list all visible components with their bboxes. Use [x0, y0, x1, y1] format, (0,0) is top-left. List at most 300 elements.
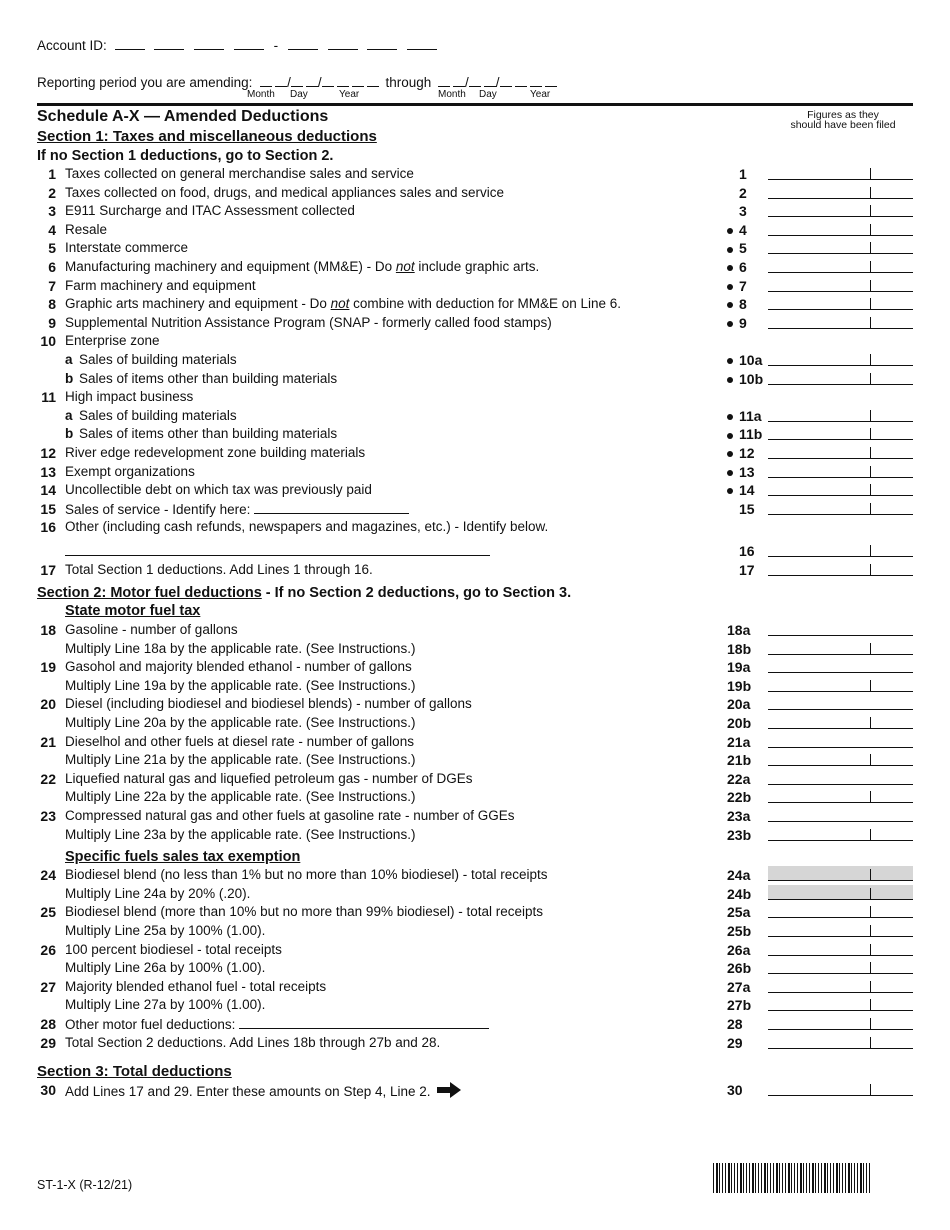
- line-row: [37, 371, 917, 389]
- line-text: [65, 678, 415, 693]
- line-label: Biodiesel blend (more than 10% but no more than 99% biodiesel) - total receipts: [65, 904, 544, 920]
- line-number: 24: [40, 867, 56, 884]
- line-ref-label: 1: [739, 166, 747, 182]
- line-14-amount-field[interactable]: [768, 494, 913, 496]
- line-row: [37, 659, 917, 677]
- line-row: [37, 222, 917, 240]
- line-ref-label: 27a: [727, 978, 751, 995]
- month-caption-2: Month: [438, 89, 466, 100]
- line-20b-amount-field[interactable]: [768, 727, 913, 729]
- state-motor-fuel-tax-heading: State motor fuel tax: [65, 603, 201, 619]
- from-month-2[interactable]: [275, 74, 287, 87]
- line-sub-letter: a: [65, 407, 73, 423]
- line-number: 1: [48, 166, 56, 182]
- line-text: [65, 923, 265, 938]
- bullet-icon: [727, 414, 733, 420]
- line-number: 16: [40, 519, 56, 536]
- line-number: 5: [48, 240, 56, 257]
- line-label: Taxes collected on general merchandise sales and service: [65, 166, 414, 181]
- to-year-4[interactable]: [545, 74, 557, 87]
- line-text: Sales of building materials: [79, 407, 237, 423]
- line-label: Multiply Line 19a by the applicable rate. (See Instructions.): [65, 677, 416, 693]
- line-row: [37, 203, 917, 221]
- line-row: [37, 827, 917, 845]
- line-text: [65, 734, 414, 749]
- line-ref-label: 7: [739, 277, 747, 294]
- line-ref-label: 10b: [739, 370, 764, 387]
- line-row: [37, 445, 917, 463]
- line-text-emphasis: not: [395, 259, 415, 274]
- line-4-amount-field[interactable]: [768, 234, 913, 236]
- to-year-1[interactable]: [500, 74, 512, 87]
- line-number: 29: [40, 1034, 56, 1051]
- line-text-b: include graphic arts.: [414, 259, 540, 274]
- line-label: Gasohol and majority blended ethanol - number of gallons: [65, 659, 412, 675]
- line-text: [65, 752, 415, 767]
- to-day-1[interactable]: [469, 74, 481, 87]
- bullet-icon: [727, 488, 733, 494]
- line-number: 14: [40, 482, 56, 499]
- section-2-note: - If no Section 2 deductions, go to Section 3.: [261, 585, 572, 601]
- line-ref-label: 11b: [739, 426, 763, 443]
- line-text: [65, 185, 504, 200]
- line-text: [65, 827, 415, 842]
- line-row: [37, 240, 917, 258]
- line-number: 22: [40, 770, 56, 787]
- line-row: [37, 960, 917, 978]
- line-22a-amount-field[interactable]: [768, 783, 913, 785]
- line-20a-amount-field[interactable]: [768, 708, 913, 710]
- right-arrow-icon: [436, 1082, 462, 1098]
- line-label: Other motor fuel deductions:: [65, 1017, 236, 1032]
- line-number: 11: [41, 389, 56, 406]
- line-label: Multiply Line 18a by the applicable rate. (See Instructions.): [65, 640, 416, 656]
- line-26b-amount-field[interactable]: [768, 972, 913, 974]
- line-number: 21: [40, 733, 56, 750]
- line-text: [65, 501, 409, 517]
- through-label: through: [385, 75, 432, 90]
- line-ref: 30: [727, 1082, 743, 1098]
- line-ref-label: 10a: [739, 352, 763, 368]
- reporting-period-row: Reporting period you are amending: / / through / /: [37, 74, 557, 90]
- line-text: [65, 562, 373, 577]
- line-ref-label: 25a: [727, 904, 751, 921]
- line-23b-amount-field[interactable]: [768, 839, 913, 841]
- line-text: [65, 622, 238, 637]
- line-9-amount-field[interactable]: [768, 327, 913, 329]
- line-number: 30: [40, 1082, 56, 1098]
- line-1-amount-field[interactable]: [768, 178, 913, 180]
- line-ref-label: 24b: [727, 885, 752, 902]
- line-ref-label: 2: [739, 184, 747, 201]
- from-year-2[interactable]: [337, 74, 349, 87]
- line-ref-label: 27b: [727, 997, 752, 1014]
- line-sub-letter: b: [65, 370, 74, 386]
- line-text: [65, 808, 515, 823]
- section-1-note: If no Section 1 deductions, go to Section 2.: [37, 148, 334, 164]
- other-motor-fuel-field[interactable]: [239, 1016, 489, 1029]
- line-23a-amount-field[interactable]: [768, 820, 913, 822]
- line-18a-amount-field[interactable]: [768, 634, 913, 636]
- bullet-icon: [727, 470, 733, 476]
- line-24a-amount-field[interactable]: [768, 866, 913, 881]
- line-text: [65, 519, 548, 534]
- line-text: [65, 960, 265, 975]
- line-10a-amount-field[interactable]: [768, 364, 913, 366]
- line-label: Enterprise zone: [65, 333, 160, 349]
- line-row: [37, 771, 917, 789]
- line-number: 10: [40, 333, 56, 350]
- line-text: [65, 867, 548, 882]
- line-label: Uncollectible debt on which tax was previously paid: [65, 482, 372, 498]
- line-ref-label: 13: [739, 463, 755, 480]
- line-row: [37, 278, 917, 296]
- line-25a-amount-field[interactable]: [768, 916, 913, 918]
- line-11a-amount-field[interactable]: [768, 420, 913, 422]
- line-27a-amount-field[interactable]: [768, 991, 913, 993]
- line-label: Farm machinery and equipment: [65, 277, 256, 293]
- line-text: [65, 979, 326, 994]
- line-text: Sales of items other than building materials: [79, 426, 338, 442]
- line-number: 20: [40, 696, 56, 713]
- line-label: Supplemental Nutrition Assistance Program (SNAP - formerly called food stamps): [65, 314, 552, 330]
- line-row: [37, 1035, 917, 1053]
- line-text: [65, 240, 188, 255]
- line-5-amount-field[interactable]: [768, 252, 913, 254]
- line-ref-label: 23b: [727, 826, 752, 843]
- line-row: [37, 997, 917, 1015]
- account-id-field-7[interactable]: [367, 37, 397, 50]
- line-row: [37, 678, 917, 696]
- line-ref-label: 19a: [727, 659, 751, 676]
- line-text: [65, 1016, 489, 1032]
- line-ref-label: 12: [739, 445, 755, 461]
- line-ref-label: 24a: [727, 867, 751, 884]
- line-number: 25: [40, 904, 56, 921]
- line-number: 7: [48, 277, 56, 294]
- to-year-3[interactable]: [530, 74, 542, 87]
- line-ref-label: 23a: [727, 808, 751, 824]
- line-row: [37, 408, 917, 426]
- line-ref-label: 25b: [727, 923, 752, 939]
- line-row: [37, 259, 917, 277]
- figures-note: [778, 110, 908, 130]
- line-row: [37, 923, 917, 941]
- line-text: [65, 296, 621, 311]
- line-number: 23: [40, 808, 56, 824]
- day-caption-1: Day: [290, 89, 308, 100]
- line-row: [37, 904, 917, 922]
- line-row: [37, 641, 917, 659]
- account-id-row: Account ID: -: [37, 37, 437, 53]
- section-1-title: Section 1: Taxes and miscellaneous deductions: [37, 128, 377, 145]
- to-month-1[interactable]: [438, 74, 450, 87]
- line-text: [65, 222, 107, 237]
- line-28-amount-field[interactable]: [768, 1028, 913, 1030]
- year-caption-2: Year: [530, 89, 551, 100]
- line-ref-label: 15: [739, 500, 755, 517]
- line-18b-amount-field[interactable]: [768, 653, 913, 655]
- line-number: 2: [48, 184, 56, 201]
- account-id-field-1[interactable]: [115, 37, 145, 50]
- line-number: 9: [48, 314, 56, 331]
- line-19a-amount-field[interactable]: [768, 671, 913, 673]
- line-label: Other (including cash refunds, newspapers and magazines, etc.) - Identify below.: [65, 519, 549, 535]
- line-label: Interstate commerce: [65, 240, 189, 256]
- bullet-icon: [727, 247, 733, 253]
- from-day-1[interactable]: [291, 74, 303, 87]
- line-text: [65, 715, 415, 730]
- line-number: 13: [40, 463, 56, 480]
- line-number: 17: [40, 561, 56, 578]
- line-label: Exempt organizations: [65, 463, 195, 479]
- line-label: Dieselhol and other fuels at diesel rate - number of gallons: [65, 733, 414, 749]
- line-label: Multiply Line 22a by the applicable rate. (See Instructions.): [65, 789, 416, 805]
- account-id-field-4[interactable]: [234, 37, 264, 50]
- line-ref-label: 9: [739, 314, 747, 331]
- account-id-field-3[interactable]: [194, 37, 224, 50]
- line-17-amount-field[interactable]: [768, 574, 913, 576]
- line-row: [37, 867, 917, 885]
- line-row: [37, 696, 917, 714]
- year-caption-1: Year: [339, 89, 360, 100]
- line-row: [37, 185, 917, 203]
- line-row: [37, 352, 917, 370]
- line-row: [37, 622, 917, 640]
- bullet-icon: [727, 321, 733, 327]
- line-number: 19: [40, 659, 56, 676]
- from-year-4[interactable]: [367, 74, 379, 87]
- line-number: 8: [48, 296, 56, 313]
- line-row: [37, 482, 917, 500]
- identify-service-field[interactable]: [254, 501, 409, 514]
- line-text: [65, 942, 282, 957]
- line-text: [65, 464, 195, 479]
- line-ref-label: 5: [739, 240, 747, 257]
- line-label: Liquefied natural gas and liquefied petroleum gas - number of DGEs: [65, 770, 473, 786]
- line-11b-amount-field[interactable]: [768, 438, 913, 440]
- line-label: Majority blended ethanol fuel - total receipts: [65, 978, 327, 994]
- line-30-label: Add Lines 17 and 29. Enter these amounts on Step 4, Line 2.: [65, 1084, 431, 1099]
- line-label: Compressed natural gas and other fuels at gasoline rate - number of GGEs: [65, 808, 515, 823]
- line-text: [65, 315, 552, 330]
- account-id-field-2[interactable]: [154, 37, 184, 50]
- line-number: 3: [48, 203, 56, 220]
- line-ref-label: 18b: [727, 640, 752, 657]
- section-3-title: Section 3: Total deductions: [37, 1063, 232, 1080]
- line-sub-letter: b: [65, 426, 74, 442]
- line-29-amount-field[interactable]: [768, 1047, 913, 1049]
- line-text-b: combine with deduction for MM&E on Line 6.: [349, 296, 622, 312]
- specific-fuels-heading: Specific fuels sales tax exemption: [65, 849, 301, 865]
- from-day-2[interactable]: [306, 74, 318, 87]
- line-6-amount-field[interactable]: [768, 271, 913, 273]
- line-number: 18: [40, 622, 56, 638]
- line-row: [37, 562, 917, 580]
- line-ref-label: 20b: [727, 715, 752, 731]
- line-22b-amount-field[interactable]: [768, 801, 913, 803]
- line-text: [65, 696, 472, 711]
- line-ref-label: 6: [739, 259, 747, 275]
- line-19b-amount-field[interactable]: [768, 690, 913, 692]
- line-label: E911 Surcharge and ITAC Assessment collected: [65, 203, 355, 219]
- line-text-emphasis: not: [330, 296, 350, 312]
- line-label: Total Section 1 deductions. Add Lines 1 through 16.: [65, 561, 373, 577]
- line-number: 6: [48, 259, 56, 275]
- line-21a-amount-field[interactable]: [768, 746, 913, 748]
- line-26a-amount-field[interactable]: [768, 954, 913, 956]
- line-30-text: [65, 1082, 462, 1099]
- line-30-amount-field[interactable]: [768, 1094, 913, 1096]
- line-label: Gasoline - number of gallons: [65, 622, 238, 637]
- line-row: [37, 333, 917, 351]
- header-divider: [37, 103, 913, 106]
- line-number: 12: [40, 445, 56, 461]
- figures-note-line-1: Figures as they: [807, 109, 879, 121]
- line-7-amount-field[interactable]: [768, 290, 913, 292]
- line-label: Multiply Line 27a by 100% (1.00).: [65, 997, 266, 1013]
- line-row: [37, 296, 917, 314]
- line-label: High impact business: [65, 389, 194, 405]
- line-text: Sales of building materials: [79, 352, 237, 367]
- month-caption-1: Month: [247, 89, 275, 100]
- line-label: Multiply Line 25a by 100% (1.00).: [65, 923, 266, 938]
- line-text: [65, 1035, 440, 1050]
- line-label: Multiply Line 24a by 20% (.20).: [65, 885, 251, 901]
- line-text: [65, 389, 193, 404]
- line-row: [37, 519, 917, 537]
- line-row: [37, 464, 917, 482]
- line-ref-label: 29: [727, 1034, 743, 1051]
- line-21b-amount-field[interactable]: [768, 764, 913, 766]
- line-row: [37, 752, 917, 770]
- line-row: [37, 734, 917, 752]
- line-ref-label: 19b: [727, 677, 752, 694]
- line-text: [65, 445, 365, 460]
- account-id-field-6[interactable]: [328, 37, 358, 50]
- to-year-2[interactable]: [515, 74, 527, 87]
- line-label: Biodiesel blend (no less than 1% but no more than 10% biodiesel) - total receipts: [65, 867, 548, 883]
- schedule-title: Schedule A-X — Amended Deductions: [37, 108, 329, 125]
- line-text: [65, 904, 543, 919]
- line-text: [65, 641, 415, 656]
- line-label: Multiply Line 21a by the applicable rate. (See Instructions.): [65, 752, 416, 768]
- line-row: [37, 886, 917, 904]
- line-ref-label: 14: [739, 482, 755, 499]
- bullet-icon: [727, 377, 733, 383]
- day-caption-2: Day: [479, 89, 497, 100]
- bullet-icon: [727, 451, 733, 457]
- line-text-a: Graphic arts machinery and equipment - Do: [65, 296, 331, 312]
- bullet-icon: [727, 358, 733, 364]
- line-15-amount-field[interactable]: [768, 513, 913, 515]
- line-label: River edge redevelopment zone building materials: [65, 445, 366, 460]
- line-ref-label: 21a: [727, 733, 751, 750]
- line-12-amount-field[interactable]: [768, 457, 913, 459]
- line-sub-letter: a: [65, 352, 73, 367]
- line-ref-label: 3: [739, 203, 747, 220]
- line-number: 15: [40, 500, 56, 517]
- line-text: [65, 997, 265, 1012]
- line-8-amount-field[interactable]: [768, 308, 913, 310]
- line-ref-label: 8: [739, 296, 747, 313]
- line-10b-amount-field[interactable]: [768, 383, 913, 385]
- line-27b-amount-field[interactable]: [768, 1009, 913, 1011]
- line-ref-label: 18a: [727, 622, 751, 638]
- account-id-field-5[interactable]: [288, 37, 318, 50]
- line-label: Multiply Line 20a by the applicable rate. (See Instructions.): [65, 715, 416, 730]
- line-ref-label: 28: [727, 1016, 743, 1032]
- to-month-2[interactable]: [453, 74, 465, 87]
- line-row: [37, 715, 917, 733]
- form-id: ST-1-X (R-12/21): [37, 1178, 133, 1192]
- line-3-amount-field[interactable]: [768, 215, 913, 217]
- line-ref-label: 11a: [739, 407, 762, 424]
- to-day-2[interactable]: [484, 74, 496, 87]
- line-text: [65, 886, 250, 901]
- account-id-field-8[interactable]: [407, 37, 437, 50]
- line-row: [37, 389, 917, 407]
- line-text: [65, 203, 355, 218]
- line-row: [37, 789, 917, 807]
- line-label: Sales of service - Identify here:: [65, 501, 251, 517]
- line-label: Total Section 2 deductions. Add Lines 18b through 27b and 28.: [65, 1034, 441, 1050]
- line-30-row: [37, 1082, 917, 1100]
- line-row: [37, 979, 917, 997]
- line-label: Resale: [65, 221, 108, 237]
- line-ref-label: 20a: [727, 696, 751, 713]
- line-text: [65, 659, 412, 674]
- line-number: 27: [40, 978, 56, 995]
- from-year-1[interactable]: [322, 74, 334, 87]
- account-id-label: Account ID:: [37, 38, 107, 53]
- line-row: [37, 808, 917, 826]
- line-25b-amount-field[interactable]: [768, 935, 913, 937]
- from-month-1[interactable]: [260, 74, 272, 87]
- line-text: [65, 482, 372, 497]
- from-year-3[interactable]: [352, 74, 364, 87]
- line-ref-label: 16: [739, 543, 755, 559]
- line-ref-label: 26b: [727, 960, 752, 977]
- figures-note-line-2: should have been filed: [790, 119, 896, 131]
- line-row: [37, 942, 917, 960]
- line-16-amount-field[interactable]: [768, 555, 913, 557]
- line-row: [37, 315, 917, 333]
- line-label: Multiply Line 26a by 100% (1.00).: [65, 960, 266, 976]
- line-2-amount-field[interactable]: [768, 197, 913, 199]
- line-label: Taxes collected on food, drugs, and medical appliances sales and service: [65, 184, 505, 200]
- section-2-title: Section 2: Motor fuel deductions: [37, 585, 262, 601]
- line-number: 4: [48, 221, 56, 238]
- bullet-icon: [727, 228, 733, 234]
- line-text-a: Manufacturing machinery and equipment (MM&E) - Do: [65, 259, 396, 274]
- line-ref-label: 26a: [727, 941, 751, 958]
- line-ref-label: 22b: [727, 789, 752, 806]
- line-ref-label: 4: [739, 221, 747, 238]
- identify-other-field[interactable]: [65, 543, 490, 556]
- bullet-icon: [727, 284, 733, 290]
- line-24b-amount-field[interactable]: [768, 885, 913, 900]
- line-row: [37, 1016, 917, 1034]
- line-text: [65, 789, 415, 804]
- line-text: [65, 259, 539, 274]
- line-13-amount-field[interactable]: [768, 476, 913, 478]
- section-2-heading: [37, 585, 571, 601]
- line-row: [37, 426, 917, 444]
- line-label: 100 percent biodiesel - total receipts: [65, 941, 282, 957]
- line-text: Sales of items other than building materials: [79, 370, 338, 386]
- bullet-icon: [727, 433, 733, 439]
